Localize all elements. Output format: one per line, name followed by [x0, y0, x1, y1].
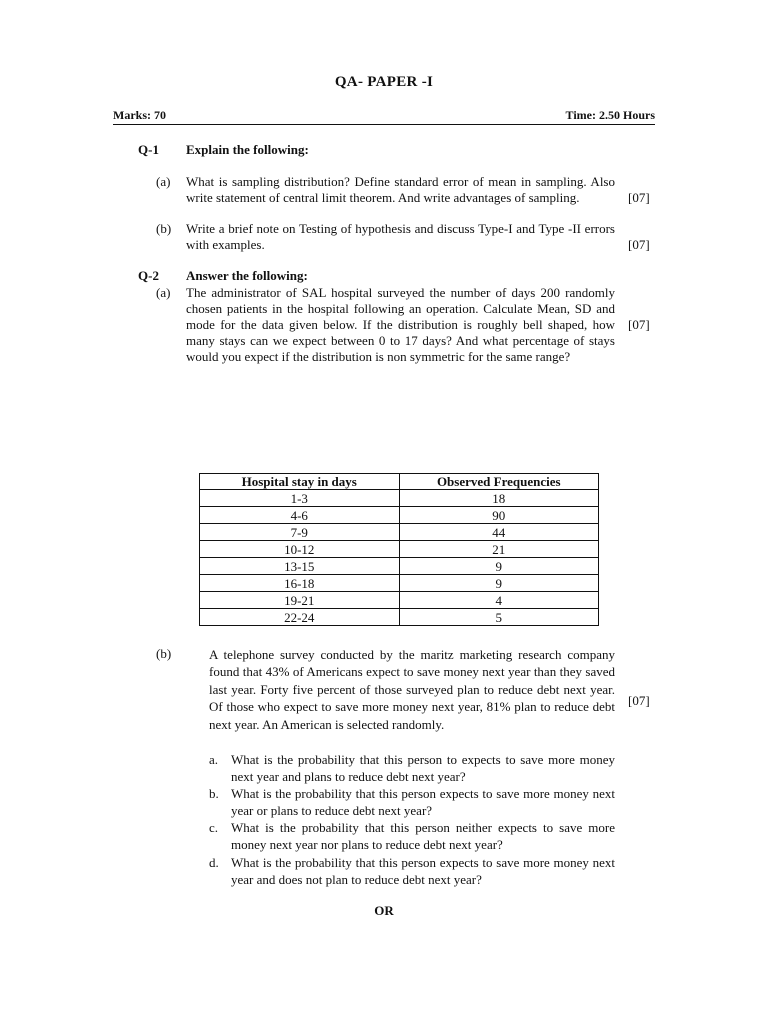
time-label: Time: 2.50 Hours	[565, 108, 655, 122]
q2-heading: Answer the following:	[186, 268, 308, 283]
table-row	[200, 575, 599, 592]
table-row	[200, 592, 599, 609]
or-separator: OR	[374, 903, 394, 918]
table-cell-days: 22-24	[200, 609, 400, 626]
q1b-marks: [07]	[628, 237, 650, 252]
q1b-text: Write a brief note on Testing of hypothesis and discuss Type-I and Type -II errors with examples.	[186, 221, 615, 252]
q2a-text: The administrator of SAL hospital surveyed the number of days 200 randomly chosen patients in the hospital following an operation. Calculate Mean, SD and mode for the data given below. If the distribution is roughly bell shaped, how many stays can we expect between 0 to 17 days? And what percentage of stays would you expect if the distribution is non symmetric for the same range?	[186, 285, 615, 364]
table-cell-frequency: 9	[399, 558, 599, 575]
header-rule	[113, 124, 655, 125]
q2b-text: A telephone survey conducted by the maritz marketing research company found that 43% of Americans expect to save money next year than they saved last year. Forty five percent of those surveyed plan to reduce debt next year. Of those who expect to save more money next year, 81% plan to reduce debt next year. An American is selected randomly.	[209, 647, 615, 732]
table-cell-frequency: 21	[399, 541, 599, 558]
subquestion-text: What is the probability that this person expects to save more money next year and does not plan to reduce debt next year?	[231, 855, 615, 887]
table-cell-frequency: 44	[399, 524, 599, 541]
q1a-marks: [07]	[628, 190, 650, 205]
table-cell-frequency: 18	[399, 490, 599, 507]
table-row	[200, 507, 599, 524]
table-cell-days: 7-9	[200, 524, 400, 541]
frequency-table	[199, 473, 599, 626]
q1a-label: (a)	[156, 174, 171, 189]
table-cell-days: 10-12	[200, 541, 400, 558]
q2a-marks: [07]	[628, 317, 650, 332]
subquestion-text: What is the probability that this person to expects to save more money next year and plans to reduce debt next year?	[231, 752, 615, 784]
q1a-text: What is sampling distribution? Define standard error of mean in sampling. Also write statement of central limit theorem. And write advantages of sampling.	[186, 174, 615, 205]
table-cell-days: 19-21	[200, 592, 400, 609]
subquestion-text: What is the probability that this person neither expects to save more money next year nor plans to reduce debt next year?	[231, 820, 615, 852]
table-cell-frequency: 4	[399, 592, 599, 609]
paper-title: QA- PAPER -I	[334, 74, 434, 90]
table-cell-days: 16-18	[200, 575, 400, 592]
subquestion-label: a.	[209, 752, 219, 767]
q1-heading: Explain the following:	[186, 142, 309, 157]
q2b-marks: [07]	[628, 693, 650, 708]
table-row	[200, 558, 599, 575]
table-cell-days: 13-15	[200, 558, 400, 575]
table-header-days: Hospital stay in days	[200, 474, 400, 490]
subquestion-label: b.	[209, 786, 219, 801]
subquestion-label: d.	[209, 855, 219, 870]
marks-label: Marks: 70	[113, 108, 166, 122]
table-row	[200, 541, 599, 558]
subquestion-label: c.	[209, 820, 219, 835]
q1b-label: (b)	[156, 221, 172, 236]
table-cell-days: 4-6	[200, 507, 400, 524]
table-row	[200, 524, 599, 541]
q2-number: Q-2	[138, 268, 159, 283]
table-cell-frequency: 9	[399, 575, 599, 592]
table-cell-days: 1-3	[200, 490, 400, 507]
q2b-label: (b)	[156, 646, 172, 661]
table-row	[200, 609, 599, 626]
table-header-frequencies: Observed Frequencies	[399, 474, 599, 490]
table-cell-frequency: 5	[399, 609, 599, 626]
q2a-label: (a)	[156, 285, 171, 300]
q1-number: Q-1	[138, 142, 159, 157]
table-header-row	[200, 474, 599, 490]
subquestion-text: What is the probability that this person expects to save more money next year or plans to reduce debt next year?	[231, 786, 615, 818]
table-cell-frequency: 90	[399, 507, 599, 524]
table-row	[200, 490, 599, 507]
